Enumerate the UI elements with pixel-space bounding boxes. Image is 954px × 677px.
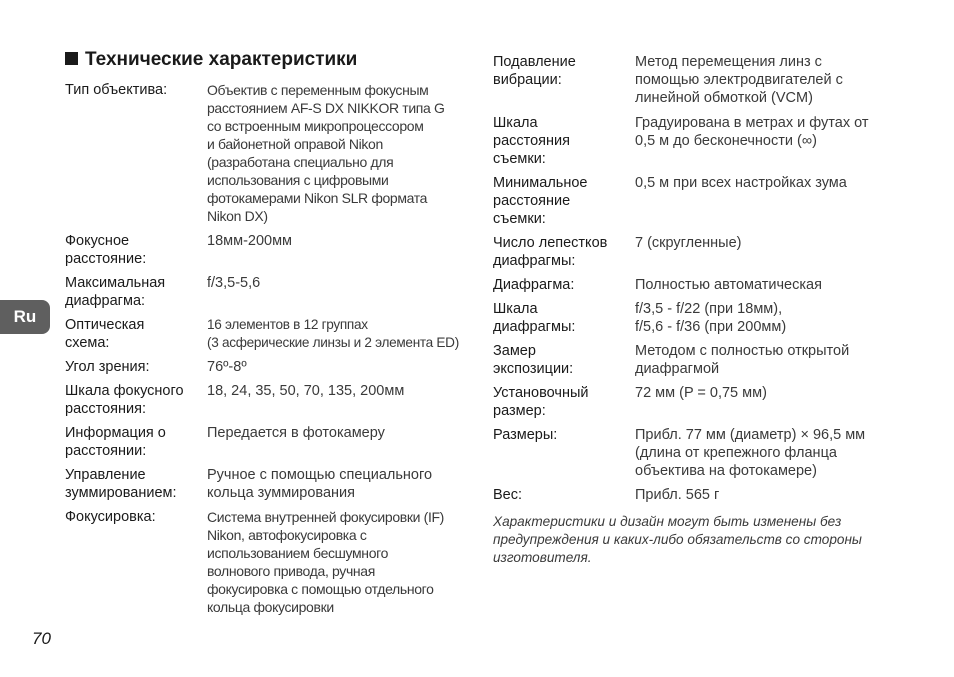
spec-label xyxy=(493,276,574,294)
spec-label-line: зуммированием: xyxy=(65,485,177,501)
spec-value-line: 0,5 м до бесконечности (∞) xyxy=(635,133,817,149)
spec-value xyxy=(635,276,822,294)
spec-value-line: Градуирована в метрах и футах от xyxy=(635,115,869,131)
spec-value xyxy=(207,316,459,352)
spec-label-line: Минимальное xyxy=(493,175,588,191)
spec-value-line: волнового привода, ручная xyxy=(207,563,375,579)
spec-label xyxy=(65,232,146,268)
disclaimer-line: Характеристики и дизайн могут быть изменены без xyxy=(493,514,842,529)
spec-label-line: Замер xyxy=(493,343,536,359)
spec-label-line: Фокусное xyxy=(65,233,130,249)
spec-label xyxy=(65,466,177,502)
spec-label-line: Управление xyxy=(65,467,146,483)
spec-value xyxy=(635,342,849,378)
spec-value xyxy=(635,486,719,504)
spec-value-line: помощью электродвигателей с xyxy=(635,72,843,88)
spec-value xyxy=(207,508,444,616)
spec-value-line: со встроенным микропроцессором xyxy=(207,118,424,134)
spec-label xyxy=(65,424,166,460)
spec-label xyxy=(493,426,557,444)
spec-label xyxy=(493,234,607,270)
spec-value-line: Объектив с переменным фокусным xyxy=(207,82,429,98)
spec-value-line: фотокамерами Nikon SLR формата xyxy=(207,190,428,206)
spec-label-line: диафрагмы: xyxy=(493,253,576,269)
spec-value-line: 16 элементов в 12 группах xyxy=(207,317,368,332)
spec-label-line: Угол зрения: xyxy=(65,359,150,375)
spec-value-line: использованием бесшумного xyxy=(207,545,389,561)
spec-label xyxy=(493,174,587,228)
spec-label xyxy=(493,384,588,420)
spec-label-line: Шкала фокусного xyxy=(65,383,184,399)
spec-value-line: Методом с полностью открытой xyxy=(635,343,850,359)
spec-value xyxy=(635,114,869,150)
spec-label-line: Диафрагма: xyxy=(493,277,575,293)
spec-value-line: (длина от крепежного фланца xyxy=(635,445,837,461)
spec-label-line: съемки: xyxy=(493,151,546,167)
spec-value xyxy=(207,232,292,250)
spec-value-line: Метод перемещения линз с xyxy=(635,54,822,70)
spec-value-line: Ручное с помощью специального xyxy=(207,467,433,483)
spec-value-line: фокусировка с помощью отдельного xyxy=(207,581,434,597)
spec-label-line: расстояния: xyxy=(65,401,147,417)
section-heading xyxy=(65,49,357,71)
spec-value xyxy=(635,234,742,252)
spec-value-line: Прибл. 565 г xyxy=(635,487,720,503)
spec-value-line: расстоянием AF-S DX NIKKOR типа G xyxy=(207,100,445,116)
spec-value-line: Система внутренней фокусировки (IF) xyxy=(207,509,444,525)
spec-value-line: Полностью автоматическая xyxy=(635,277,822,293)
spec-value-line: Передается в фотокамеру xyxy=(207,425,385,441)
spec-value xyxy=(207,466,432,502)
square-bullet-icon xyxy=(65,52,78,65)
spec-value-line: объектива на фотокамере) xyxy=(635,463,817,479)
spec-label xyxy=(493,300,575,336)
spec-label xyxy=(65,316,144,352)
spec-value-line: f/3,5-5,6 xyxy=(207,275,261,291)
spec-value xyxy=(207,424,385,442)
spec-label-line: размер: xyxy=(493,403,546,419)
spec-label xyxy=(65,81,167,99)
spec-label-line: Фокусировка: xyxy=(65,509,156,525)
spec-value-line: Nikon DX) xyxy=(207,208,268,224)
spec-value xyxy=(207,358,247,376)
spec-value-line: 18мм-200мм xyxy=(207,233,293,249)
spec-value xyxy=(207,382,404,400)
spec-value xyxy=(635,174,847,192)
spec-value-line: линейной обмоткой (VCM) xyxy=(635,90,813,106)
spec-label-line: Тип объектива: xyxy=(65,82,168,98)
spec-value xyxy=(635,384,767,402)
spec-label xyxy=(493,114,570,168)
spec-value-line: кольца зуммирования xyxy=(207,485,355,501)
spec-label-line: Шкала xyxy=(493,301,538,317)
spec-value-line: 72 мм (P = 0,75 мм) xyxy=(635,385,767,401)
spec-value-line: диафрагмой xyxy=(635,361,720,377)
language-tab: Ru xyxy=(0,300,50,334)
spec-label-line: Число лепестков xyxy=(493,235,608,251)
spec-label xyxy=(493,53,576,89)
spec-value-line: 7 (скругленные) xyxy=(635,235,742,251)
spec-label xyxy=(65,382,184,418)
spec-value-line: (3 асферические линзы и 2 элемента ED) xyxy=(207,335,459,350)
spec-label-line: расстояние xyxy=(493,193,571,209)
spec-label-line: Информация о xyxy=(65,425,166,441)
spec-label-line: экспозиции: xyxy=(493,361,574,377)
spec-label xyxy=(65,274,165,310)
spec-label xyxy=(493,486,522,504)
spec-value-line: f/3,5 - f/22 (при 18мм), xyxy=(635,301,783,317)
spec-value-line: (разработана специально для xyxy=(207,154,394,170)
spec-label-line: расстояние: xyxy=(65,251,147,267)
spec-value xyxy=(207,81,445,225)
spec-label xyxy=(493,342,573,378)
spec-label-line: вибрации: xyxy=(493,72,562,88)
spec-value-line: Прибл. 77 мм (диаметр) × 96,5 мм xyxy=(635,427,866,443)
spec-label-line: Размеры: xyxy=(493,427,558,443)
spec-label-line: Подавление xyxy=(493,54,576,70)
spec-value-line: 76º-8º xyxy=(207,359,247,375)
spec-value xyxy=(635,426,865,480)
disclaimer-note xyxy=(493,513,893,567)
spec-label-line: Шкала xyxy=(493,115,538,131)
spec-label-line: расстоянии: xyxy=(65,443,147,459)
spec-label-line: Вес: xyxy=(493,487,523,503)
spec-label-line: расстояния xyxy=(493,133,570,149)
spec-value-line: использования с цифровыми xyxy=(207,172,389,188)
spec-value xyxy=(635,300,786,336)
spec-value-line: кольца фокусировки xyxy=(207,599,334,615)
spec-value xyxy=(635,53,843,107)
spec-label-line: диафрагма: xyxy=(65,293,146,309)
heading-text: Технические характеристики xyxy=(85,49,358,70)
spec-value-line: f/5,6 - f/36 (при 200мм) xyxy=(635,319,787,335)
spec-label-line: съемки: xyxy=(493,211,546,227)
spec-value-line: и байонетной оправой Nikon xyxy=(207,136,383,152)
spec-label-line: диафрагмы: xyxy=(493,319,576,335)
disclaimer-line: предупреждения и каких-либо обязательств со стороны xyxy=(493,532,862,547)
spec-label-line: Установочный xyxy=(493,385,589,401)
spec-label-line: Максимальная xyxy=(65,275,166,291)
spec-value-line: 0,5 м при всех настройках зума xyxy=(635,175,847,191)
spec-label xyxy=(65,508,156,526)
spec-value xyxy=(207,274,260,292)
disclaimer-line: изготовителя. xyxy=(493,550,592,565)
spec-label-line: схема: xyxy=(65,335,110,351)
spec-label-line: Оптическая xyxy=(65,317,145,333)
page-number: 70 xyxy=(32,629,51,648)
spec-value-line: Nikon, автофокусировка с xyxy=(207,527,367,543)
spec-value-line: 18, 24, 35, 50, 70, 135, 200мм xyxy=(207,383,405,399)
spec-label xyxy=(65,358,150,376)
